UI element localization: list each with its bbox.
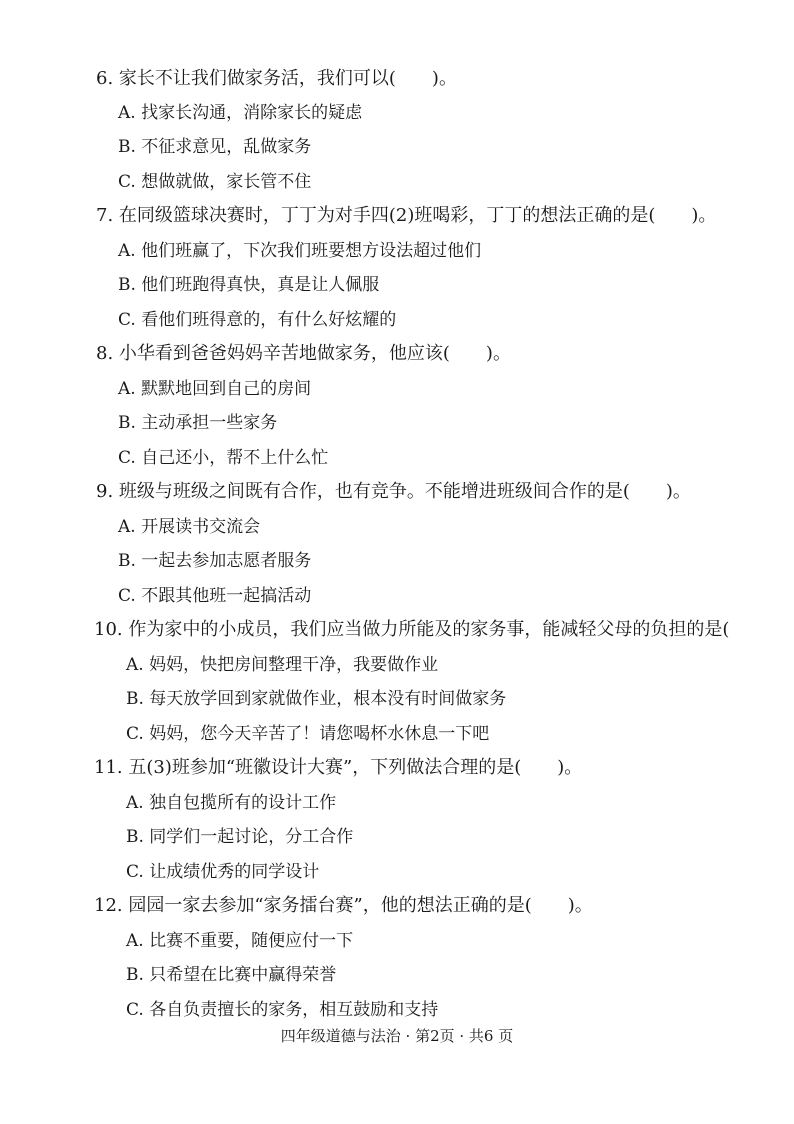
question-10-option-b: B. 每天放学回到家就做作业，根本没有时间做家务 (126, 689, 507, 709)
question-9-option-c: C. 不跟其他班一起搞活动 (118, 586, 312, 606)
question-9-option-a: A. 开展读书交流会 (118, 517, 261, 537)
question-9-stem: 9. 班级与班级之间既有合作，也有竞争。不能增进班级间合作的是( )。 (96, 481, 691, 502)
question-8-option-c: C. 自己还小，帮不上什么忙 (118, 448, 329, 468)
question-6-stem: 6. 家长不让我们做家务活，我们可以( )。 (96, 68, 457, 89)
question-7-option-c: C. 看他们班得意的，有什么好炫耀的 (118, 310, 397, 330)
question-7-option-b: B. 他们班跑得真快，真是让人佩服 (118, 275, 380, 295)
question-7-stem: 7. 在同级篮球决赛时，丁丁为对手四(2)班喝彩，丁丁的想法正确的是( )。 (96, 205, 717, 226)
question-6-option-c: C. 想做就做，家长管不住 (118, 172, 312, 192)
question-11-option-c: C. 让成绩优秀的同学设计 (126, 862, 320, 882)
question-12-option-a: A. 比赛不重要，随便应付一下 (126, 931, 354, 951)
question-10-option-c: C. 妈妈，您今天辛苦了！请您喝杯水休息一下吧 (126, 724, 490, 744)
question-6-option-b: B. 不征求意见，乱做家务 (118, 137, 312, 157)
question-11-option-b: B. 同学们一起讨论，分工合作 (126, 827, 354, 847)
question-8-option-a: A. 默默地回到自己的房间 (118, 379, 312, 399)
question-11-stem: 11. 五(3)班参加“班徽设计大赛”，下列做法合理的是( )。 (94, 757, 583, 778)
question-10-option-a: A. 妈妈，快把房间整理干净，我要做作业 (126, 655, 439, 675)
question-9-option-b: B. 一起去参加志愿者服务 (118, 551, 312, 571)
question-6-option-a: A. 找家长沟通，消除家长的疑虑 (118, 103, 363, 123)
page-footer: 四年级道德与法治 · 第2页 · 共6 页 (280, 1027, 514, 1045)
question-8-stem: 8. 小华看到爸爸妈妈辛苦地做家务，他应该( )。 (96, 343, 511, 364)
question-10-stem: 10. 作为家中的小成员，我们应当做力所能及的家务事，能减轻父母的负担的是( (94, 619, 730, 640)
question-7-option-a: A. 他们班赢了，下次我们班要想方设法超过他们 (118, 241, 482, 261)
question-12-option-b: B. 只希望在比赛中赢得荣誉 (126, 965, 337, 985)
question-12-stem: 12. 园园一家去参加“家务擂台赛”，他的想法正确的是( )。 (94, 895, 593, 916)
question-8-option-b: B. 主动承担一些家务 (118, 413, 278, 433)
question-11-option-a: A. 独自包揽所有的设计工作 (126, 793, 337, 813)
question-12-option-c: C. 各自负责擅长的家务，相互鼓励和支持 (126, 1000, 439, 1020)
